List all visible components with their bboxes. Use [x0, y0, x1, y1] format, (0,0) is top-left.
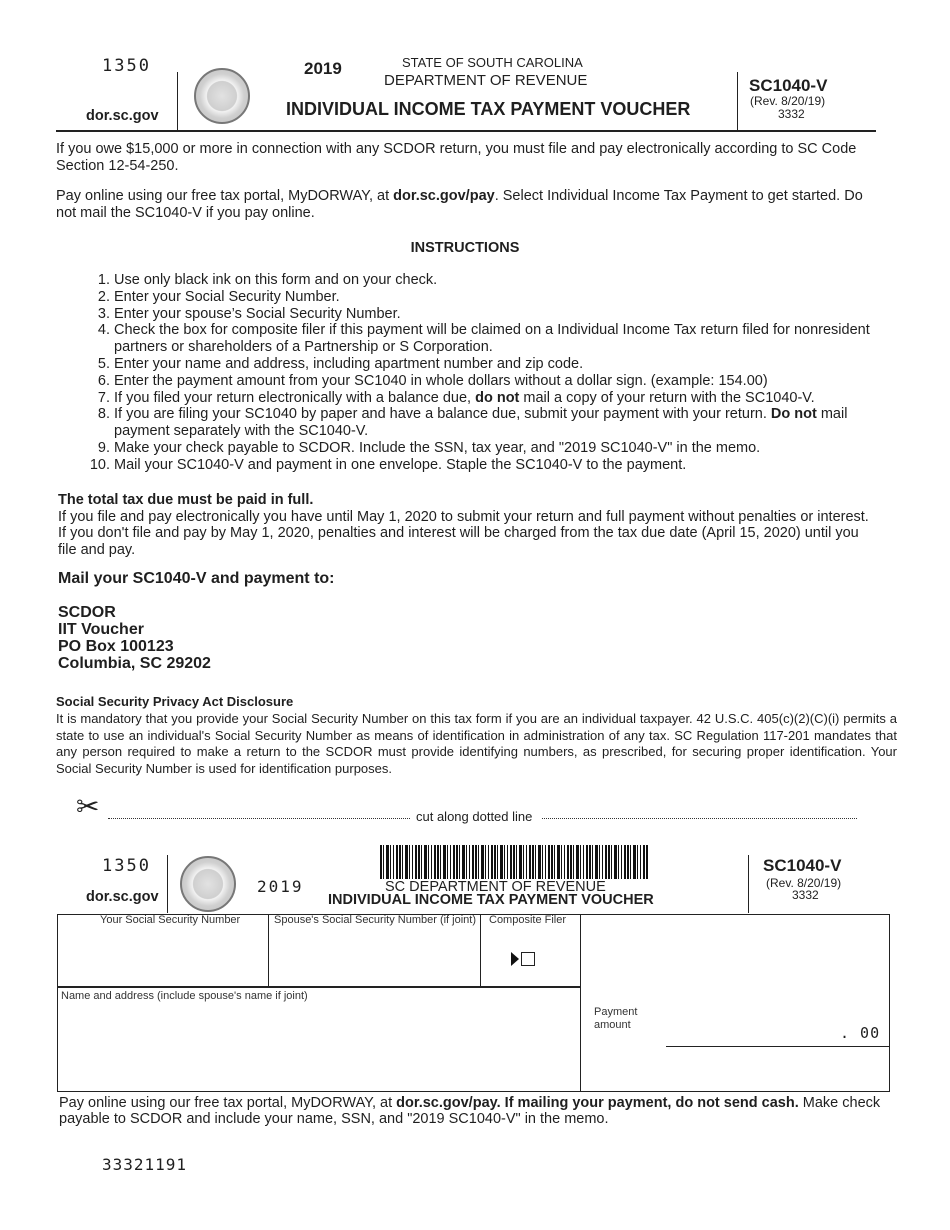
name-address-label: Name and address (include spouse's name if joint) [61, 990, 308, 1002]
spouse-ssn-label: Spouse's Social Security Number (if joint) [274, 914, 477, 926]
footer-code: 33321191 [102, 1155, 188, 1174]
composite-filer-checkbox[interactable] [521, 952, 535, 966]
grid-divider [580, 914, 581, 1092]
scissors-icon: ✂ [76, 791, 100, 822]
item7-b: do not [475, 389, 520, 406]
state-seal-icon [194, 68, 250, 124]
arrow-right-icon [511, 952, 519, 966]
form-number: 3332 [778, 107, 805, 121]
mail-address [58, 604, 211, 672]
instructions-list [56, 272, 886, 474]
cut-line-label: cut along dotted line [416, 809, 533, 824]
voucher-department: SC DEPARTMENT OF REVENUE [385, 879, 606, 895]
total-due-heading: The total tax due must be paid in full. [58, 492, 314, 508]
instruction-item [114, 390, 886, 407]
state-name: STATE OF SOUTH CAROLINA [402, 55, 583, 70]
form-title: INDIVIDUAL INCOME TAX PAYMENT VOUCHER [286, 99, 691, 119]
cut-line-left [108, 818, 410, 819]
voucher-code: 1350 [102, 856, 151, 876]
pay-online-link: dor.sc.gov/pay [393, 188, 495, 204]
payment-label [594, 1006, 637, 1032]
voucher-divider-left [167, 855, 168, 913]
voucher-website: dor.sc.gov [86, 889, 159, 905]
total-due-text: If you file and pay electronically you have until May 1, 2020 to submit your return and full payment without penalties or interest. If you don't file and pay by May 1, 2020, penalties and interest will be charged from the tax due date (April 15, 2020) until you file and pay. [58, 508, 869, 558]
privacy-text: It is mandatory that you provide your Social Security Number on this tax form if you are an individual taxpayer. 42 U.S.C. 405(c)(2)(C)(i) permits a state to use an individual's Social Security Number as means of identification in administration of any tax. SC Regulation 117-201 mandates that any person required to make a return to the SCDOR must provide identifying numbers, as prescribed, for securing proper identification. Your Social Security Number is used for identification purposes. [56, 711, 897, 776]
electronic-requirement-text: If you owe $15,000 or more in connection with any SCDOR return, you must file and pay electronically according to SC Code Section 12-54-250. [56, 141, 857, 174]
voucher-divider-right [748, 855, 749, 913]
website: dor.sc.gov [86, 108, 159, 124]
instruction-item: 2. Enter your Social Security Number. [114, 289, 886, 306]
item7-a: If you filed your return electronically with a balance due, [114, 389, 476, 406]
payment-underline [666, 1046, 890, 1047]
footer-b: dor.sc.gov/pay. If mailing your payment, do not send cash. [396, 1095, 799, 1111]
instruction-item: 5. Enter your name and address, including apartment number and zip code. [114, 356, 886, 373]
address-line: PO Box 100123 [58, 638, 174, 655]
header-divider-right [737, 72, 738, 130]
ssn-field[interactable] [60, 930, 266, 984]
header-divider-left [177, 72, 178, 130]
instruction-item: 9. Make your check payable to SCDOR. Include the SSN, tax year, and "2019 SC1040-V" in the memo. [114, 440, 886, 457]
item8-a: If you are filing your SC1040 by paper and have a balance due, submit your payment with your return. [114, 406, 771, 423]
cut-line-right [542, 818, 857, 819]
grid-divider [57, 986, 581, 988]
instruction-item: 3. Enter your spouse’s Social Security Number. [114, 306, 886, 323]
instruction-item: 1. Use only black ink on this form and on your check. [114, 272, 886, 289]
footer-a: Pay online using our free tax portal, MyDORWAY, at [59, 1095, 397, 1111]
barcode [380, 845, 648, 879]
instructions-heading: INSTRUCTIONS [410, 240, 520, 256]
voucher-title: INDIVIDUAL INCOME TAX PAYMENT VOUCHER [328, 892, 654, 908]
form-revision: (Rev. 8/20/19) [750, 94, 826, 108]
payment-label-line: amount [594, 1019, 631, 1031]
name-address-field[interactable] [60, 1006, 578, 1088]
footer-c: Make check payable to SCDOR and include your name, SSN, and "2019 SC1040-V" in the memo. [59, 1095, 881, 1127]
ssn-label: Your Social Security Number [100, 914, 241, 926]
voucher-year: 2019 [257, 877, 304, 896]
department-name: DEPARTMENT OF REVENUE [384, 72, 588, 89]
privacy-heading: Social Security Privacy Act Disclosure [56, 694, 294, 709]
pay-online-note [56, 188, 876, 221]
instruction-item: 6. Enter the payment amount from your SC1040 in whole dollars without a dollar sign. (example: 154.00) [114, 373, 886, 390]
form-id: SC1040-V [749, 76, 828, 95]
address-line: SCDOR [58, 604, 116, 621]
instruction-item: 10. Mail your SC1040-V and payment in one envelope. Staple the SC1040-V to the payment. [114, 457, 886, 474]
voucher-seal-icon [180, 856, 236, 912]
grid-divider [268, 914, 269, 987]
mail-heading: Mail your SC1040-V and payment to: [58, 570, 335, 587]
payment-label-line: Payment [594, 1006, 638, 1018]
address-line: IIT Voucher [58, 621, 144, 638]
payment-cents: . 00 [840, 1024, 881, 1042]
item8-b: Do not [770, 406, 817, 423]
payment-amount-field[interactable] [666, 1000, 832, 1046]
tax-year: 2019 [304, 59, 342, 78]
composite-filer-label: Composite Filer [489, 914, 567, 926]
total-due-section [58, 492, 878, 558]
pay-online-c: . Select Individual Income Tax Payment to get started. Do not mail the SC1040-V if you pay online. [56, 188, 863, 221]
instruction-item: 4. Check the box for composite filer if this payment will be claimed on a Individual Income Tax return filed for nonresident partners or shareholders of a Partnership or S Corporation. [114, 322, 886, 356]
item7-c: mail a copy of your return with the SC1040-V. [519, 389, 815, 406]
voucher-revision: (Rev. 8/20/19) [766, 876, 842, 890]
voucher-form-number: 3332 [792, 888, 819, 902]
item8-c: mail payment separately with the SC1040-V. [114, 406, 848, 440]
pay-online-text [56, 188, 876, 221]
electronic-requirement [56, 141, 876, 174]
instruction-item [114, 406, 886, 440]
grid-divider [480, 914, 481, 987]
footer-note [59, 1095, 889, 1127]
voucher-form-id: SC1040-V [763, 856, 842, 875]
pay-online-a: Pay online using our free tax portal, MyDORWAY, at [56, 188, 394, 204]
address-line: Columbia, SC 29202 [58, 655, 211, 672]
form-code: 1350 [102, 56, 151, 76]
spouse-ssn-field[interactable] [271, 930, 478, 984]
header-rule [56, 130, 876, 132]
